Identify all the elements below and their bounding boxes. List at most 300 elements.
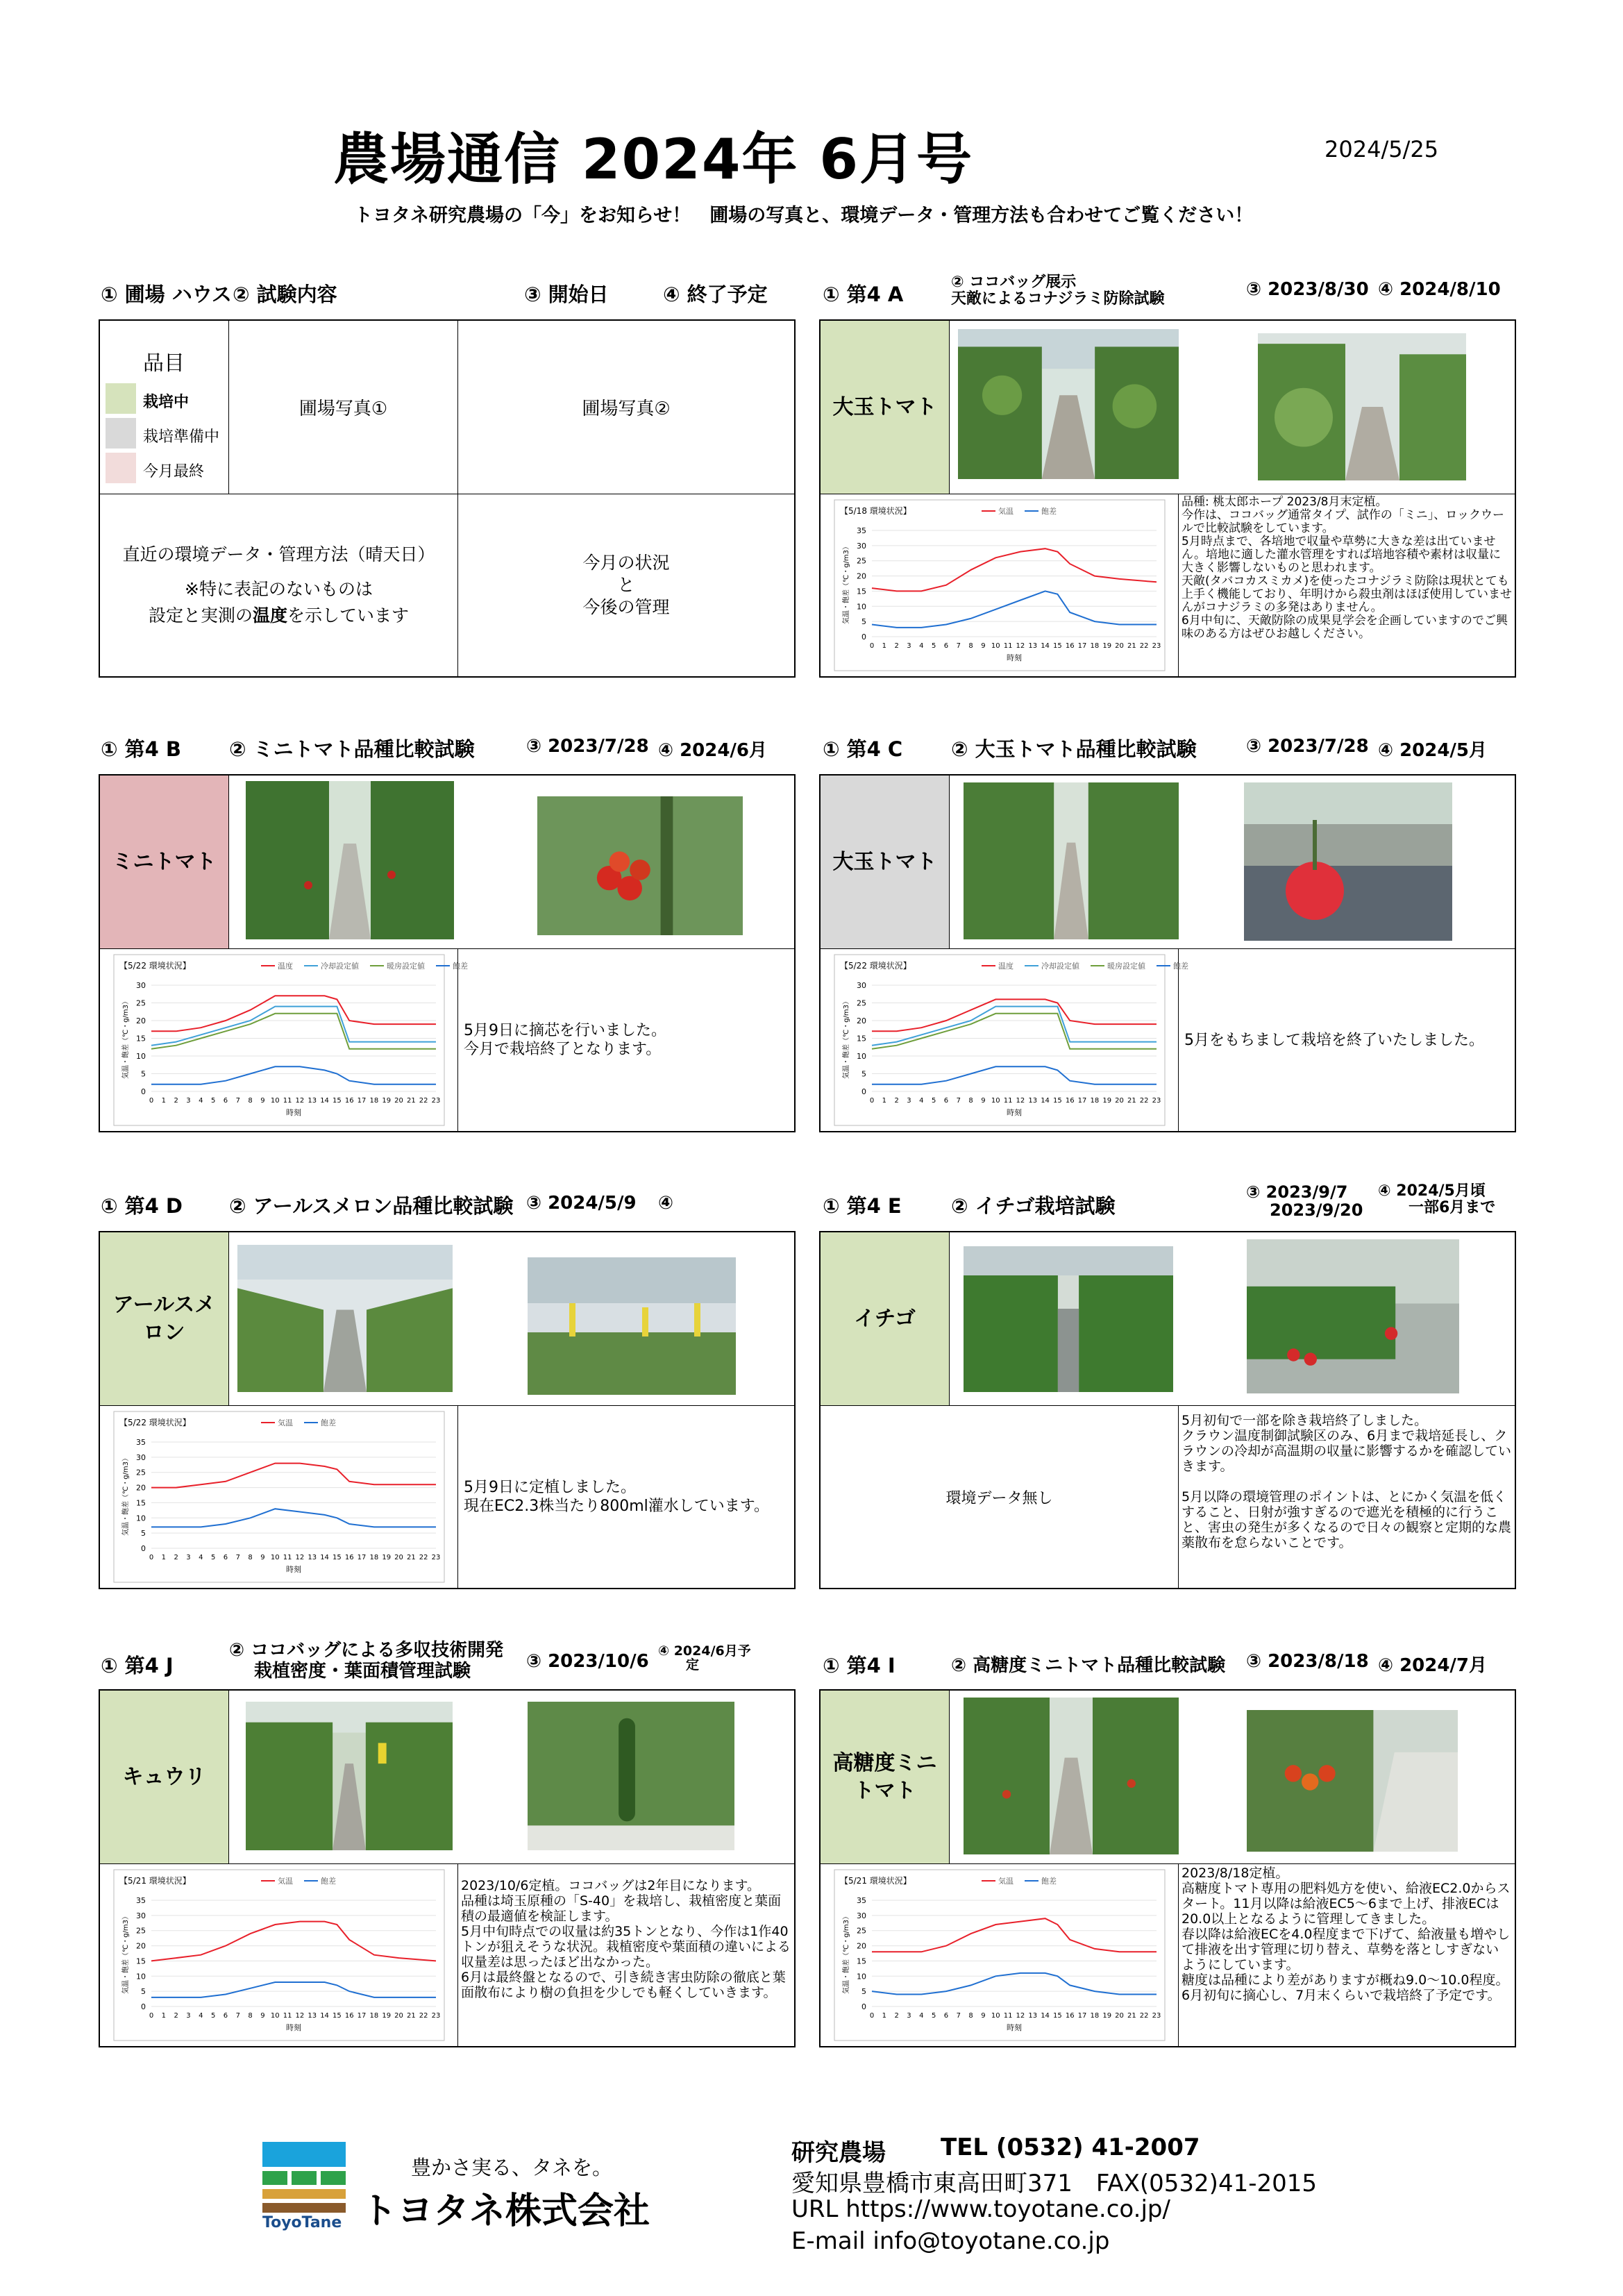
env-line3: 設定と実測の温度を示しています [148,605,410,626]
x-tick-label: 5 [931,1097,936,1105]
x-tick-label: 12 [295,1097,304,1105]
y-axis-label: 気温・飽差（℃・g/m3） [842,997,850,1080]
preparing-swatch [106,418,136,449]
x-tick-label: 8 [247,1554,253,1561]
x-tick-label: 11 [1003,2012,1012,2020]
growing-swatch [106,383,136,414]
panel-e-start: ③ 2023/9/7 2023/9/20 [1246,1182,1363,1220]
y-tick-label: 10 [856,1972,866,1981]
x-tick-label: 12 [1016,1097,1025,1105]
panel-a-crop: 大玉トマト [821,321,950,494]
x-tick-label: 7 [235,1097,240,1105]
panel-i-chart [822,1864,1177,2046]
legend-label: 冷却設定値 [1041,962,1079,971]
x-tick-label: 8 [968,2012,973,2020]
panel-b-note: 5月9日に摘芯を行いました。 今月で栽培終了となります。 [464,1022,666,1058]
legend-label: 飽差 [320,1418,336,1427]
x-tick-label: 20 [394,2012,403,2020]
x-tick-label: 17 [357,1554,366,1561]
y-tick-label: 20 [135,1941,146,1951]
x-tick-label: 21 [406,1097,416,1105]
panel-b-chart-cell [100,949,468,1131]
x-tick-label: 2 [173,1097,178,1105]
panel-j-crop: キュウリ [100,1691,229,1864]
y-tick-label: 15 [135,1956,146,1966]
x-tick-label: 6 [223,1097,228,1105]
panel-d-end: ④ [658,1193,674,1214]
y-tick-label: 30 [135,1911,146,1920]
x-tick-label: 7 [956,642,961,650]
x-tick-label: 11 [1003,642,1012,650]
chart-title: 【5/21 環境状況】 [119,1876,191,1886]
photo1-label: 圃場写真① [298,399,388,419]
x-tick-label: 13 [1027,1097,1037,1105]
panel-i-trial: ② 高糖度ミニトマト品種比較試験 [951,1655,1226,1676]
y-tick-label: 35 [135,1438,146,1447]
env-line1: 直近の環境データ・管理方法（晴天日） [122,544,435,564]
panel-a-house: ① 第4 A [823,283,904,306]
x-tick-label: 18 [1090,1097,1099,1105]
x-tick-label: 14 [1040,642,1050,650]
photo1-placeholder [229,321,458,494]
y-tick-label: 15 [856,1956,866,1966]
panel-j-photo2 [528,1702,734,1850]
x-tick-label: 16 [344,1554,354,1561]
x-tick-label: 2 [893,642,899,650]
x-tick-label: 13 [1027,642,1037,650]
x-tick-label: 12 [1016,642,1025,650]
footer-company: トヨタネ株式会社 [361,2190,650,2232]
x-tick-label: 22 [1139,2012,1149,2020]
panel-d-chart [101,1406,457,1588]
logo-text: ToyoTane [262,2214,342,2231]
panel-d-trial: ② アールスメロン品種比較試験 [229,1194,514,1218]
x-tick-label: 19 [381,2012,391,2020]
panel-b-chart [101,949,468,1131]
x-tick-label: 19 [1102,1097,1111,1105]
legend-label: 飽差 [1041,1877,1057,1886]
footer-email[interactable]: E-mail info@toyotane.co.jp [791,2227,1110,2255]
panel-j [99,1689,796,2047]
y-tick-label: 0 [861,632,866,642]
panel-d-photo1 [237,1245,453,1392]
panel-i-chart-cell [821,1864,1179,2046]
x-tick-label: 15 [332,1097,342,1105]
y-tick-label: 0 [140,1087,146,1096]
x-tick-label: 6 [943,1097,948,1105]
y-tick-label: 35 [135,1896,146,1905]
x-tick-label: 11 [283,1554,292,1561]
x-tick-label: 10 [991,2012,1000,2020]
chart-title: 【5/18 環境状況】 [839,506,911,516]
panel-c-note: 5月をもちまして栽培を終了いたしました。 [1184,1031,1484,1049]
footer-url[interactable]: URL https://www.toyotane.co.jp/ [791,2195,1170,2223]
x-tick-label: 14 [1040,1097,1050,1105]
x-tick-label: 19 [1102,642,1111,650]
x-tick-label: 7 [956,2012,961,2020]
x-tick-label: 0 [869,1097,874,1105]
y-tick-label: 5 [140,1069,146,1079]
legend-label: 飽差 [1172,962,1188,971]
panel-j-chart [101,1864,457,2046]
x-tick-label: 13 [1027,2012,1037,2020]
x-tick-label: 6 [223,2012,228,2020]
panel-j-house: ① 第4 J [101,1654,174,1677]
x-tick-label: 5 [210,1554,215,1561]
y-tick-label: 0 [140,1544,146,1553]
panel-i-end: ④ 2024/7月 [1378,1655,1488,1676]
y-axis-label: 気温・飽差（℃・g/m3） [121,997,130,1080]
y-tick-label: 20 [856,1941,866,1951]
panel-i-photo2 [1247,1710,1458,1852]
legend-h4: ④ 終了予定 [663,283,768,306]
x-tick-label: 23 [1152,2012,1161,2020]
x-tick-label: 0 [869,2012,874,2020]
panel-c-house: ① 第4 C [823,737,903,761]
chart-title: 【5/22 環境状況】 [119,1418,191,1427]
x-tick-label: 16 [1065,642,1075,650]
x-tick-label: 9 [260,1554,265,1561]
panel-j-photo1 [246,1702,453,1850]
x-tick-label: 1 [882,2012,886,2020]
panel-i-house: ① 第4 I [823,1654,895,1677]
y-tick-label: 10 [135,1052,146,1061]
legend-label: 気温 [277,1418,293,1427]
x-tick-label: 15 [1052,642,1062,650]
x-tick-label: 22 [1139,642,1149,650]
y-tick-label: 0 [140,2002,146,2011]
x-axis-label: 時刻 [285,1565,301,1574]
y-tick-label: 30 [135,1452,146,1462]
x-tick-label: 0 [869,642,874,650]
panel-j-note: 2023/10/6定植。ココバッグは2年目になります。 品種は埼玉原種の「S-40」を栽培し、栽植密度と葉面積の最適値を検証します。 5月中旬時点での収量は約35トンとなり、今作は1作40トンが狙えそうな状況。栽植密度や葉面積の違いによる収量差は思ったほど出なかった。 6月は最終盤となるので、引き続き害虫防除の徹底と葉面散布により樹の負担を少しでも軽くしていきます。 [461,1878,791,2000]
panel-e-end: ④ 2024/5月頃 一部6月まで [1378,1182,1496,1216]
status-line2: と [617,575,635,595]
x-tick-label: 17 [1077,2012,1086,2020]
panel-b-end: ④ 2024/6月 [658,740,768,761]
legend-h2: ② 試験内容 [233,283,337,306]
growing-label: 栽培中 [143,394,190,411]
x-tick-label: 22 [419,2012,428,2020]
y-tick-label: 15 [856,1034,866,1044]
x-axis-label: 時刻 [285,1108,301,1117]
x-tick-label: 22 [419,1097,428,1105]
x-tick-label: 17 [1077,642,1086,650]
x-tick-label: 5 [931,2012,936,2020]
x-tick-label: 1 [161,1097,166,1105]
final-swatch [106,453,136,483]
x-tick-label: 0 [149,1097,153,1105]
panel-j-trial: ② ココバッグによる多収技術開発 栽植密度・葉面積管理試験 [229,1640,504,1682]
y-tick-label: 0 [861,1087,866,1096]
legend-label: 暖房設定値 [1107,962,1145,971]
page-title: 農場通信 2024年 6月号 [333,127,974,192]
x-tick-label: 17 [1077,1097,1086,1105]
legend-items-title: 品目 [143,351,185,376]
panel-b [99,774,796,1132]
page-subtitle: トヨタネ研究農場の「今」をお知らせ！ 圃場の写真と、環境データ・管理方法も合わせてご覧ください！ [354,205,1254,226]
x-tick-label: 3 [906,2012,911,2020]
x-tick-label: 9 [260,2012,265,2020]
panel-a-chart [822,494,1177,676]
x-tick-label: 3 [185,2012,191,2020]
panel-c-chart [822,949,1188,1131]
x-tick-label: 8 [247,1097,253,1105]
x-tick-label: 4 [918,2012,923,2020]
y-tick-label: 5 [861,617,866,627]
legend-label: 気温 [998,507,1014,516]
x-tick-label: 12 [295,1554,304,1561]
x-tick-label: 12 [295,2012,304,2020]
x-tick-label: 3 [185,1097,191,1105]
preparing-label: 栽培準備中 [143,428,220,446]
panel-e-no-data: 環境データ無し [821,1406,1179,1588]
x-tick-label: 12 [1016,2012,1025,2020]
photo2-placeholder [458,321,794,494]
x-tick-label: 10 [991,642,1000,650]
panel-a-trial: ② ココバッグ展示 天敵によるコナジラミ防除試験 [951,274,1165,308]
y-axis-label: 気温・飽差（℃・g/m3） [121,1454,130,1536]
panel-i-photo1 [964,1698,1179,1854]
x-tick-label: 22 [1139,1097,1149,1105]
x-tick-label: 9 [260,1097,265,1105]
x-tick-label: 23 [431,1554,440,1561]
panel-c [819,774,1516,1132]
x-tick-label: 7 [956,1097,961,1105]
x-tick-label: 10 [270,1554,280,1561]
x-tick-label: 14 [319,2012,329,2020]
x-tick-label: 18 [1090,642,1099,650]
x-tick-label: 4 [918,1097,923,1105]
x-tick-label: 16 [1065,1097,1075,1105]
panel-e-photo2 [1247,1239,1459,1393]
x-tick-label: 7 [235,2012,240,2020]
panel-d-start: ③ 2024/5/9 [526,1193,637,1214]
panel-a-end: ④ 2024/8/10 [1378,279,1501,300]
panel-e-note: 5月初旬で一部を除き栽培終了しました。 クラウン温度制御試験区のみ、6月まで栽培延長し、クラウンの冷却が高温期の収量に影響するかを確認していきます。 5月以降の環境管理のポイントは、とにかく気温を低くすること、日射が強すぎるので遮光を積極的に行うこと、害虫の発生が多くなるので日々の観察と定期的な農薬散布を怠らないことです。 [1181,1413,1512,1550]
legend-label: 飽差 [1041,507,1057,516]
legend-label: 温度 [277,962,293,971]
x-tick-label: 18 [369,2012,378,2020]
x-tick-label: 8 [968,1097,973,1105]
x-tick-label: 13 [307,1097,317,1105]
x-tick-label: 19 [381,1097,391,1105]
x-tick-label: 15 [332,1554,342,1561]
x-tick-label: 1 [882,642,886,650]
panel-a [819,319,1516,678]
x-tick-label: 16 [1065,2012,1075,2020]
x-tick-label: 9 [980,1097,986,1105]
y-tick-label: 20 [856,1016,866,1025]
x-tick-label: 10 [991,1097,1000,1105]
x-tick-label: 15 [1052,1097,1062,1105]
x-tick-label: 21 [406,2012,416,2020]
legend-panel [99,319,796,678]
panel-d-crop: アールスメロン [100,1232,229,1406]
y-axis-label: 気温・飽差（℃・g/m3） [842,1912,850,1995]
y-tick-label: 10 [135,1514,146,1523]
legend-label: 気温 [277,1877,293,1886]
final-label: 今月最終 [143,463,205,480]
panel-b-photo2 [537,796,743,935]
y-tick-label: 5 [140,1987,146,1997]
env-line2: ※特に表記のないものは [185,579,373,599]
legend-label: 気温 [998,1877,1014,1886]
panel-i-crop: 高糖度ミニトマト [821,1691,950,1864]
y-tick-label: 15 [135,1498,146,1508]
x-tick-label: 14 [319,1554,329,1561]
y-tick-label: 30 [135,981,146,990]
panel-e-house: ① 第4 E [823,1194,902,1218]
panel-i-start: ③ 2023/8/18 [1246,1651,1369,1672]
y-tick-label: 5 [140,1529,146,1539]
y-tick-label: 5 [861,1987,866,1997]
x-tick-label: 0 [149,2012,153,2020]
x-tick-label: 5 [931,642,936,650]
chart-title: 【5/21 環境状況】 [839,1876,911,1886]
panel-a-note: 品種: 桃太郎ホープ 2023/8月末定植。 今作は、ココバッグ通常タイプ、試作の「ミニ」、ロックウールで比較試験をしています。 5月時点まで、各培地で収量や草勢に大きな差は出ていません。培地に適した灌水管理をすれば培地容積や素材は収量に大きく影響しないものと思われます。 天敵(タバコカスミカメ)を使ったコナジラミ防除は現状とても上手く機能しており、年明けから殺虫剤はほぼ使用していませんがコナジラミの多発はありません。 6月中旬に、天敵防除の成果見学会を企画していますのでご興味のある方はぜひお越しください。 [1181,495,1512,641]
x-tick-label: 4 [198,1097,203,1105]
panel-c-start: ③ 2023/7/28 [1246,736,1369,757]
legend-label: 冷却設定値 [320,962,359,971]
x-tick-label: 20 [1114,2012,1124,2020]
x-tick-label: 4 [198,2012,203,2020]
legend-label: 飽差 [452,962,468,971]
x-tick-label: 15 [1052,2012,1062,2020]
x-tick-label: 18 [369,1097,378,1105]
panel-c-end: ④ 2024/5月 [1378,740,1488,761]
x-tick-label: 11 [1003,1097,1012,1105]
status-note [458,494,794,676]
x-tick-label: 20 [394,1097,403,1105]
panel-c-trial: ② 大玉トマト品種比較試験 [951,737,1197,761]
x-tick-label: 6 [943,642,948,650]
panel-a-chart-cell [821,494,1179,676]
x-tick-label: 8 [968,642,973,650]
x-tick-label: 10 [270,2012,280,2020]
photo2-label: 圃場写真② [582,399,671,419]
y-tick-label: 20 [135,1016,146,1025]
x-tick-label: 5 [210,1097,215,1105]
panel-c-chart-cell [821,949,1188,1131]
x-tick-label: 2 [893,1097,899,1105]
x-tick-label: 8 [247,2012,253,2020]
x-tick-label: 11 [283,1097,292,1105]
panel-j-start: ③ 2023/10/6 [526,1651,649,1672]
y-tick-label: 5 [861,1069,866,1079]
panel-b-start: ③ 2023/7/28 [526,736,649,757]
panel-c-photo1 [964,782,1179,939]
x-tick-label: 6 [943,2012,948,2020]
x-tick-label: 1 [161,2012,166,2020]
panel-e [819,1231,1516,1589]
x-tick-label: 23 [431,2012,440,2020]
panel-a-start: ③ 2023/8/30 [1246,279,1369,300]
x-tick-label: 16 [344,2012,354,2020]
panel-d-house: ① 第4 D [101,1194,183,1218]
x-tick-label: 21 [1127,1097,1136,1105]
y-tick-label: 35 [856,1896,866,1905]
x-tick-label: 4 [198,1554,203,1561]
env-note [100,494,458,676]
panel-i-note: 2023/8/18定植。 高糖度トマト専用の肥料処方を使い、給液EC2.0からスタート。11月以降は給液EC5～6まで上げ、排液ECは20.0以上となるように管理してきました。 春以降は給液ECを4.0程度まで下げて、給液量も増やして排液を出す管理に切り替え、草勢を落としすぎないようにしています。 糖度は品種により差がありますが概ね9.0～10.0程度。6月初旬に摘心し、7月末くらいで栽培終了予定です。 [1181,1866,1511,2003]
company-logo [262,2142,346,2232]
x-tick-label: 0 [149,1554,153,1561]
panel-e-crop: イチゴ [821,1232,950,1406]
x-tick-label: 18 [1090,2012,1099,2020]
x-tick-label: 19 [381,1554,391,1561]
x-tick-label: 2 [893,2012,899,2020]
footer-tel: TEL (0532) 41-2007 [941,2134,1200,2161]
y-tick-label: 25 [135,998,146,1008]
y-tick-label: 10 [856,602,866,612]
panel-i [819,1689,1516,2047]
y-tick-label: 15 [856,587,866,596]
y-tick-label: 25 [856,998,866,1008]
x-tick-label: 10 [270,1097,280,1105]
legend-h1: ① 圃場 ハウス [101,283,232,306]
x-tick-label: 7 [235,1554,240,1561]
y-tick-label: 25 [856,1926,866,1936]
y-tick-label: 25 [856,556,866,566]
y-tick-label: 30 [856,981,866,990]
x-tick-label: 11 [283,2012,292,2020]
panel-b-house: ① 第4 B [101,737,182,761]
x-tick-label: 5 [210,2012,215,2020]
footer-farm-label: 研究農場 [791,2139,886,2167]
x-tick-label: 18 [369,1554,378,1561]
x-tick-label: 9 [980,642,986,650]
x-tick-label: 3 [906,642,911,650]
panel-e-photo1 [964,1246,1173,1392]
x-tick-label: 4 [918,642,923,650]
x-tick-label: 9 [980,2012,986,2020]
legend-label: 飽差 [320,1877,336,1886]
x-tick-label: 17 [357,1097,366,1105]
y-tick-label: 0 [861,2002,866,2011]
y-axis-label: 気温・飽差（℃・g/m3） [121,1912,130,1995]
y-tick-label: 20 [856,571,866,581]
panel-d-chart-cell [100,1406,458,1588]
x-tick-label: 20 [1114,1097,1124,1105]
panel-b-photo1 [246,781,454,939]
panel-d-note: 5月9日に定植しました。 現在EC2.3株当たり800ml灌水しています。 [464,1479,770,1515]
x-axis-label: 時刻 [285,2023,301,2032]
x-tick-label: 3 [906,1097,911,1105]
y-tick-label: 25 [135,1926,146,1936]
x-tick-label: 22 [419,1554,428,1561]
x-tick-label: 2 [173,1554,178,1561]
x-tick-label: 13 [307,2012,317,2020]
x-tick-label: 3 [185,1554,191,1561]
x-tick-label: 15 [332,2012,342,2020]
x-tick-label: 14 [1040,2012,1050,2020]
x-tick-label: 21 [1127,2012,1136,2020]
panel-c-crop: 大玉トマト [821,776,950,949]
chart-title: 【5/22 環境状況】 [119,961,191,971]
y-tick-label: 15 [135,1034,146,1044]
y-tick-label: 10 [856,1052,866,1061]
x-axis-label: 時刻 [1006,653,1022,662]
panel-a-photo1 [958,329,1179,479]
x-axis-label: 時刻 [1006,2023,1022,2032]
panel-b-crop: ミニトマト [100,776,229,949]
x-tick-label: 21 [406,1554,416,1561]
panel-e-trial: ② イチゴ栽培試験 [951,1194,1116,1218]
y-tick-label: 35 [856,526,866,535]
y-tick-label: 25 [135,1468,146,1477]
x-tick-label: 23 [1152,642,1161,650]
